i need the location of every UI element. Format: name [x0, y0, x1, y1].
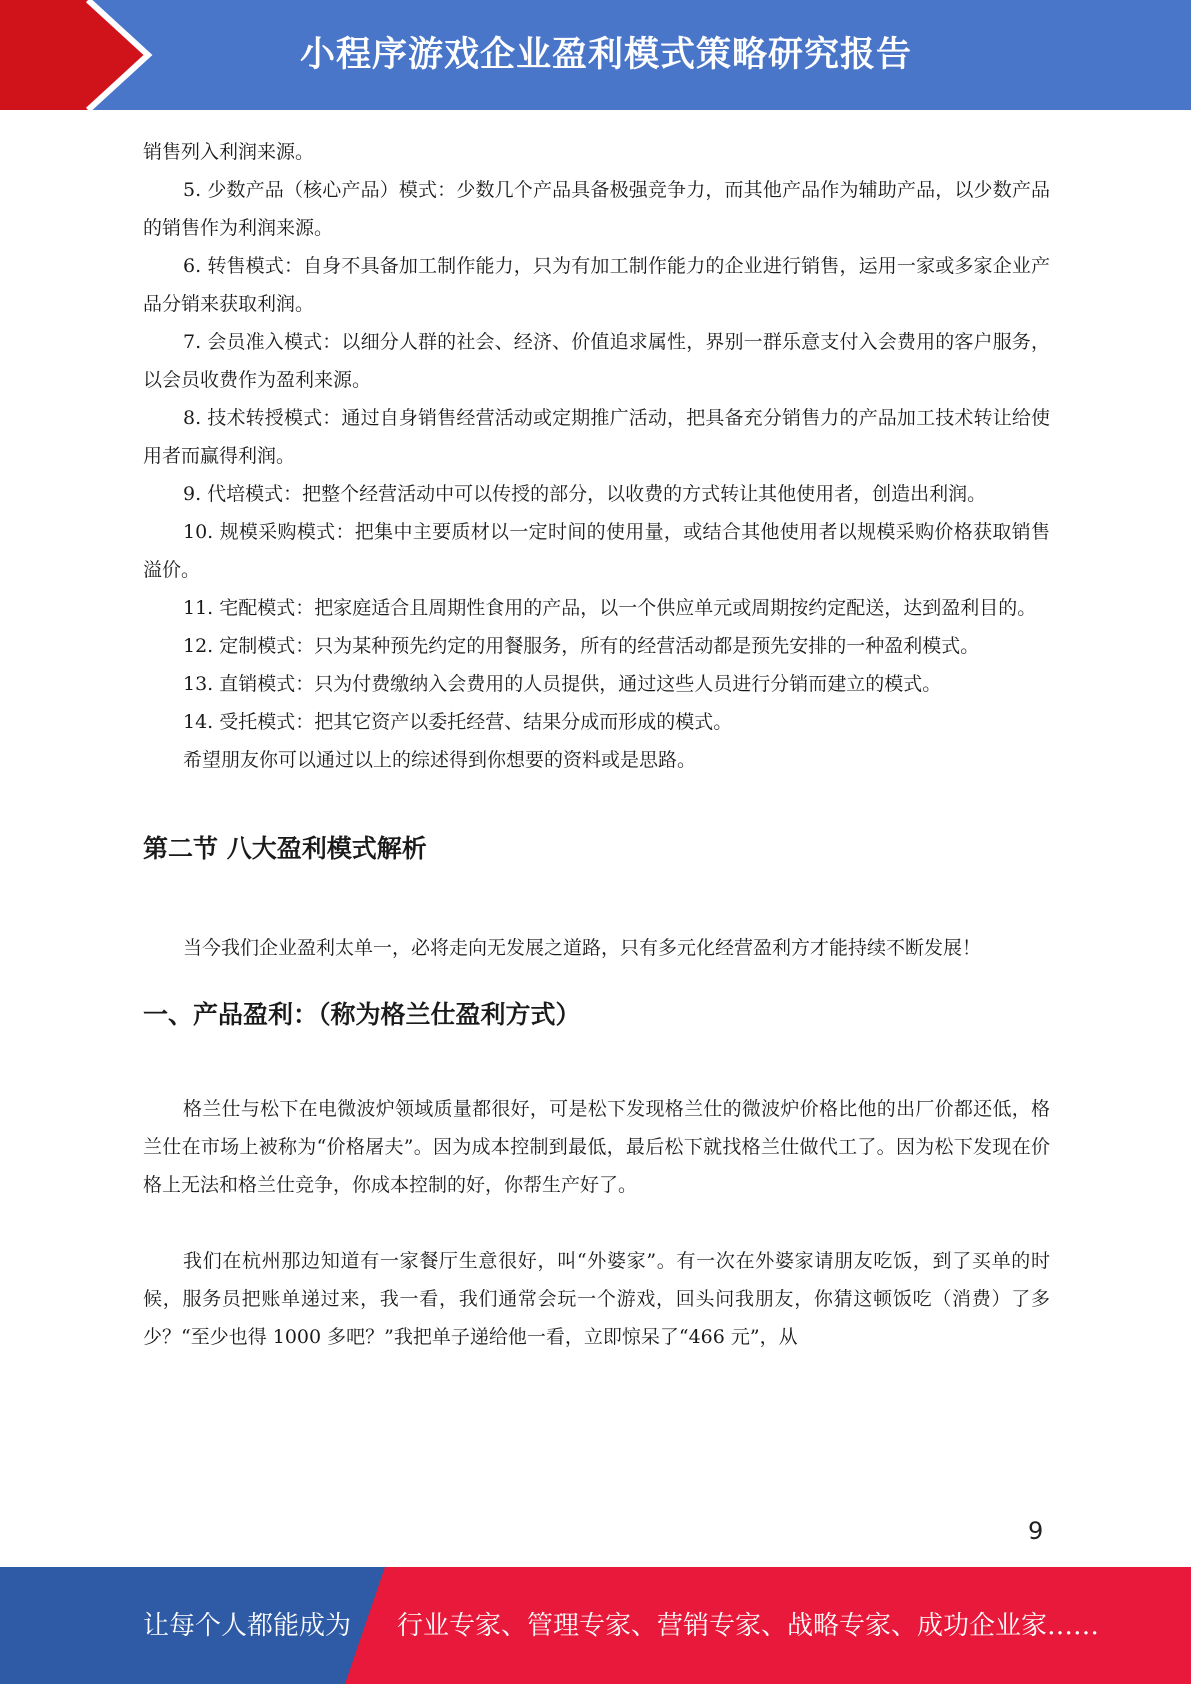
page-footer — [0, 1567, 1191, 1684]
footer-slogan-right: 行业专家、管理专家、营销专家、战略专家、成功企业家…… — [397, 1611, 1100, 1641]
paragraph: 格兰仕与松下在电微波炉领域质量都很好，可是松下发现格兰仕的微波炉价格比他的出厂价都还低，格兰仕在市场上被称为“价格屠夫”。因为成本控制到最低，最后松下就找格兰仕做代工了。因为松下发现在价格上无法和格兰仕竞争，你成本控制的好，你帮生产好了。 — [143, 1098, 1050, 1196]
list-item: 9. 代培模式：把整个经营活动中可以传授的部分，以收费的方式转让其他使用者，创造出利润。 — [183, 483, 987, 505]
report-title: 小程序游戏企业盈利模式策略研究报告 — [300, 35, 913, 75]
paragraph: 我们在杭州那边知道有一家餐厅生意很好，叫“外婆家”。有一次在外婆家请朋友吃饭，到了买单的时候，服务员把账单递过来，我一看，我们通常会玩一个游戏，回头问我朋友，你猜这顿饭吃（消费）了多少？“至少也得 1000 多吧？”我把单子递给他一看，立即惊呆了“466 元”，从 — [143, 1250, 1050, 1348]
subsection-heading: 一、产品盈利：（称为格兰仕盈利方式） — [143, 1000, 581, 1029]
section-intro: 当今我们企业盈利太单一，必将走向无发展之道路，只有多元化经营盈利方才能持续不断发展！ — [183, 937, 982, 959]
list-item: 12. 定制模式：只为某种预先约定的用餐服务，所有的经营活动都是预先安排的一种盈利模式。 — [183, 635, 980, 657]
list-item: 6. 转售模式：自身不具备加工制作能力，只为有加工制作能力的企业进行销售，运用一家或多家企业产品分销来获取利润。 — [143, 255, 1050, 315]
closing-paragraph: 希望朋友你可以通过以上的综述得到你想要的资料或是思路。 — [183, 749, 697, 771]
list-item: 13. 直销模式：只为付费缴纳入会费用的人员提供，通过这些人员进行分销而建立的模式。 — [183, 673, 942, 695]
header-red-arrow — [0, 0, 148, 110]
page-number: 9 — [1028, 1517, 1044, 1545]
paragraph: 销售列入利润来源。 — [143, 141, 315, 163]
footer-slogan-left: 让每个人都能成为 — [143, 1611, 352, 1641]
page-content — [143, 133, 1050, 1356]
page-header — [0, 0, 1191, 110]
list-item: 10. 规模采购模式：把集中主要质材以一定时间的使用量，或结合其他使用者以规模采购价格获取销售溢价。 — [143, 521, 1050, 581]
list-item: 7. 会员准入模式：以细分人群的社会、经济、价值追求属性，界别一群乐意支付入会费用的客户服务，以会员收费作为盈利来源。 — [143, 331, 1050, 391]
list-item: 8. 技术转授模式：通过自身销售经营活动或定期推广活动，把具备充分销售力的产品加工技术转让给使用者而赢得利润。 — [143, 407, 1050, 467]
list-item: 5. 少数产品（核心产品）模式：少数几个产品具备极强竞争力，而其他产品作为辅助产品，以少数产品的销售作为利润来源。 — [143, 179, 1050, 239]
list-item: 11. 宅配模式：把家庭适合且周期性食用的产品，以一个供应单元或周期按约定配送，达到盈利目的。 — [183, 597, 1037, 619]
section-heading: 第二节 八大盈利模式解析 — [143, 834, 427, 863]
list-item: 14. 受托模式：把其它资产以委托经营、结果分成而形成的模式。 — [183, 711, 733, 733]
